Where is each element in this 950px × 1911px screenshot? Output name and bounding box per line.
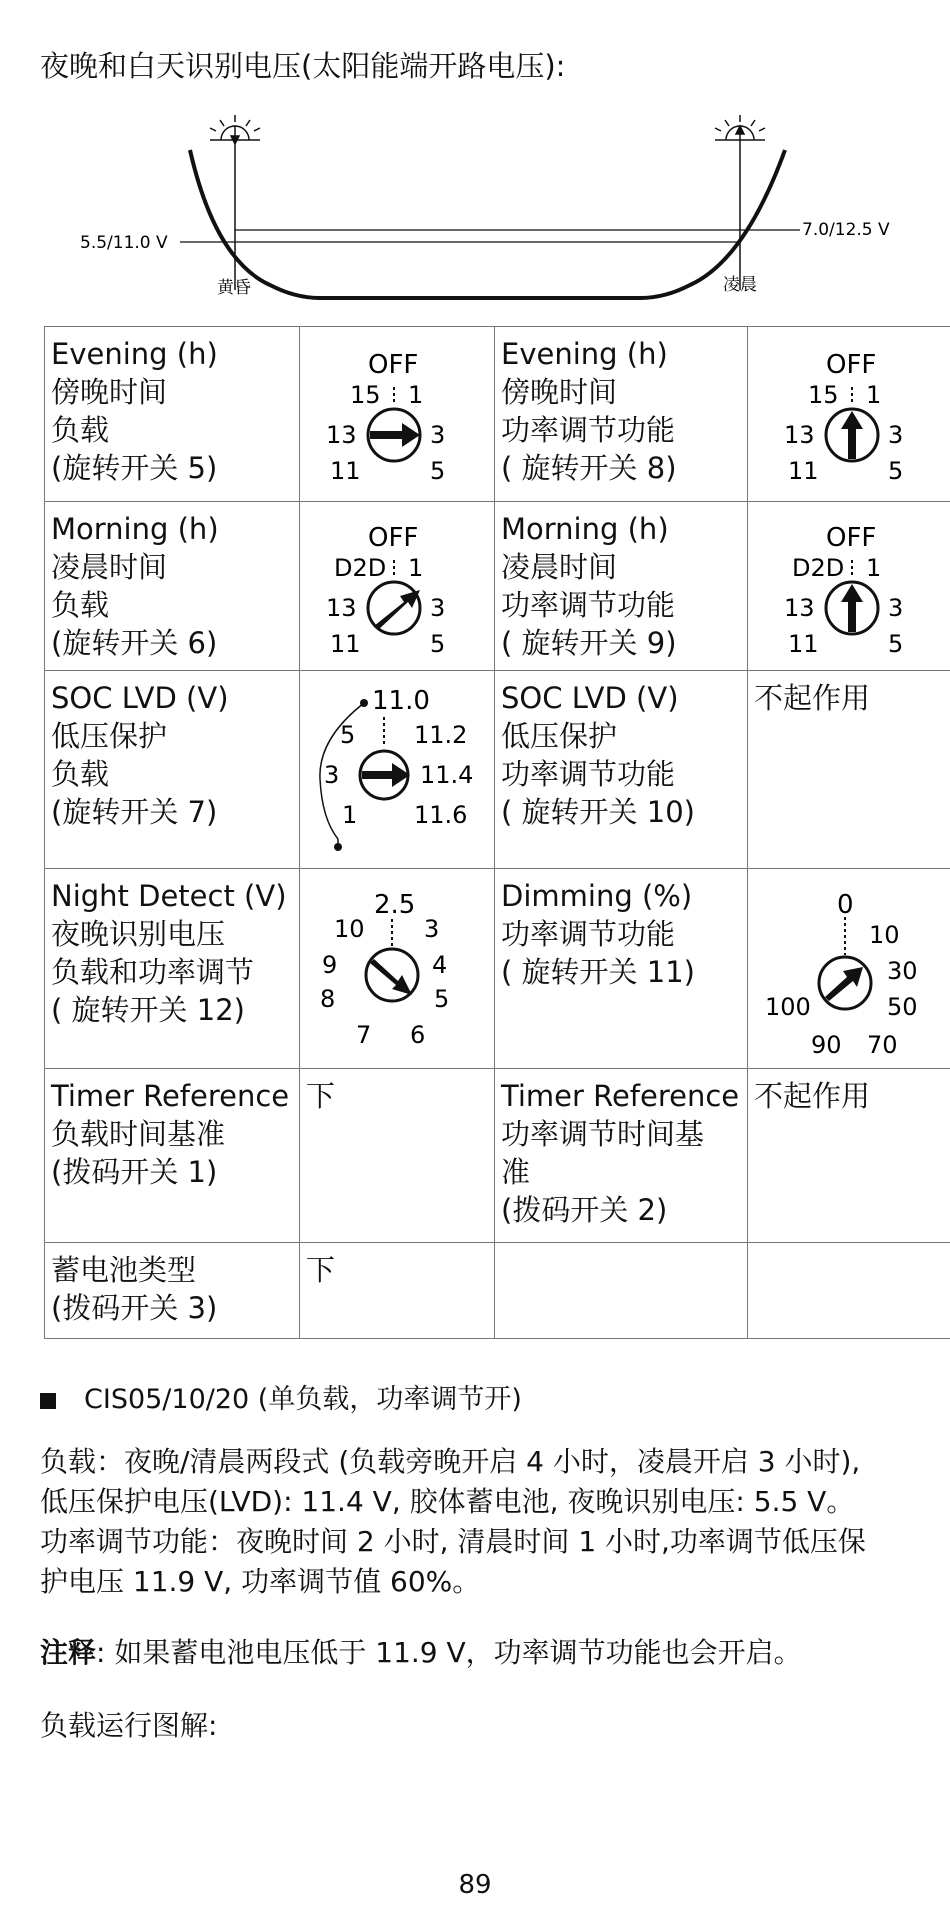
- cell-text: Evening (h): [51, 337, 218, 371]
- svg-text:1: 1: [408, 381, 424, 409]
- table-row: [45, 671, 950, 869]
- svg-text:11.4: 11.4: [420, 761, 474, 789]
- svg-text:11: 11: [788, 630, 819, 658]
- table-cell: [748, 671, 950, 869]
- cell-text: 凌晨时间: [501, 550, 618, 584]
- paragraph-line: 负载：夜晚/清晨两段式 (负载旁晚开启 4 小时，凌晨开启 3 小时),: [40, 1445, 861, 1478]
- svg-text:1: 1: [866, 381, 882, 409]
- table-cell: [495, 1069, 748, 1243]
- svg-text:3: 3: [430, 421, 446, 449]
- cell-text: 功率调节功能: [501, 757, 676, 791]
- rotary-switch-icon: [312, 679, 482, 859]
- svg-text:15: 15: [350, 381, 381, 409]
- svg-text:OFF: OFF: [368, 523, 419, 553]
- svg-text:3: 3: [888, 594, 904, 622]
- cell-text: SOC LVD (V): [501, 681, 679, 715]
- svg-text:OFF: OFF: [368, 350, 419, 380]
- paragraph-line: 功率调节功能：夜晚时间 2 小时, 清晨时间 1 小时,功率调节低压保: [40, 1525, 866, 1558]
- cell-text: (旋转开关 6): [51, 626, 218, 660]
- svg-text:5: 5: [340, 721, 356, 749]
- svg-text:5: 5: [888, 630, 904, 658]
- cell-text: Morning (h): [51, 512, 219, 546]
- cell-text: (旋转开关 5): [51, 451, 218, 485]
- table-cell: [495, 869, 748, 1069]
- cell-text: 负载时间基准: [51, 1117, 226, 1151]
- cell-text: (拨码开关 3): [51, 1291, 218, 1325]
- cell-text: Dimming (%): [501, 879, 693, 913]
- rotary-switch-icon: [312, 335, 482, 490]
- cell-text: Evening (h): [501, 337, 668, 371]
- note-paragraph: [40, 1633, 940, 1673]
- svg-text:D2D: D2D: [792, 554, 845, 582]
- bullet-square-icon: [40, 1393, 56, 1409]
- table-cell: [495, 1243, 748, 1339]
- cell-text: 不起作用: [754, 1079, 871, 1113]
- note-text: : 如果蓄电池电压低于 11.9 V，功率调节功能也会开启。: [96, 1636, 802, 1669]
- table-cell: [45, 1069, 300, 1243]
- table-cell: [300, 869, 495, 1069]
- svg-text:13: 13: [326, 594, 357, 622]
- dawn-label: 凌晨: [723, 275, 757, 295]
- rotary-switch-icon: [764, 335, 934, 490]
- svg-text:5: 5: [888, 457, 904, 485]
- rotary-switch-icon: [312, 877, 482, 1057]
- cell-text: 低压保护: [501, 719, 618, 753]
- svg-text:15: 15: [808, 381, 839, 409]
- cell-text: ( 旋转开关 11): [501, 955, 695, 989]
- cell-text: ( 旋转开关 8): [501, 451, 677, 485]
- table-row: [45, 327, 950, 502]
- table-row: [45, 1069, 950, 1243]
- cell-text: ( 旋转开关 9): [501, 626, 677, 660]
- cell-text: 下: [306, 1079, 336, 1113]
- table-cell: [748, 869, 950, 1069]
- svg-text:50: 50: [887, 993, 918, 1021]
- svg-text:100: 100: [765, 993, 811, 1021]
- svg-text:11: 11: [330, 457, 361, 485]
- table-cell: [300, 502, 495, 671]
- cell-text: Night Detect (V): [51, 879, 287, 913]
- svg-text:13: 13: [784, 421, 815, 449]
- svg-text:11.0: 11.0: [372, 686, 430, 716]
- cell-text: Timer Reference: [51, 1079, 290, 1113]
- table-cell: [45, 327, 300, 502]
- cell-text: 负载: [51, 757, 110, 791]
- right-voltage-label: 7.0/12.5 V: [802, 220, 890, 240]
- description-paragraph: [40, 1442, 940, 1602]
- cell-text: Morning (h): [501, 512, 669, 546]
- svg-text:6: 6: [410, 1021, 426, 1049]
- cell-text: (拨码开关 2): [501, 1193, 668, 1227]
- svg-text:3: 3: [888, 421, 904, 449]
- svg-text:90: 90: [811, 1031, 842, 1057]
- table-cell: [300, 327, 495, 502]
- page-heading: 夜晚和白天识别电压(太阳能端开路电压):: [40, 49, 566, 83]
- table-cell: [495, 502, 748, 671]
- bullet-text: CIS05/10/20 (单负载，功率调节开): [84, 1384, 522, 1415]
- cell-text: 傍晚时间: [51, 375, 168, 409]
- cell-text: 准: [501, 1155, 531, 1189]
- svg-text:11: 11: [330, 630, 361, 658]
- svg-text:10: 10: [334, 915, 365, 943]
- svg-text:1: 1: [408, 554, 424, 582]
- cell-text: SOC LVD (V): [51, 681, 229, 715]
- svg-text:4: 4: [432, 951, 448, 979]
- table-row: [45, 1243, 950, 1339]
- svg-text:3: 3: [424, 915, 440, 943]
- rotary-switch-icon: [312, 510, 482, 660]
- svg-text:13: 13: [784, 594, 815, 622]
- cell-text: 负载和功率调节: [51, 955, 255, 989]
- table-cell: [748, 1243, 950, 1339]
- table-cell: [45, 869, 300, 1069]
- table-cell: [45, 502, 300, 671]
- svg-text:7: 7: [356, 1021, 372, 1049]
- cell-text: 负载: [51, 588, 110, 622]
- cell-text: 凌晨时间: [51, 550, 168, 584]
- table-cell: [748, 502, 950, 671]
- bullet-item: [40, 1377, 522, 1416]
- cell-text: 夜晚识别电压: [51, 917, 226, 951]
- table-row: [45, 869, 950, 1069]
- left-voltage-label: 5.5/11.0 V: [80, 233, 168, 253]
- svg-text:10: 10: [869, 921, 900, 949]
- cell-text: 功率调节功能: [501, 917, 676, 951]
- cell-text: 功率调节时间基: [501, 1117, 705, 1151]
- svg-text:8: 8: [320, 985, 336, 1013]
- table-cell: [300, 671, 495, 869]
- svg-text:1: 1: [866, 554, 882, 582]
- svg-text:70: 70: [867, 1031, 898, 1057]
- table-row: [45, 502, 950, 671]
- svg-text:11: 11: [788, 457, 819, 485]
- table-cell: [300, 1243, 495, 1339]
- table-cell: [495, 671, 748, 869]
- svg-text:3: 3: [430, 594, 446, 622]
- table-cell: [45, 1243, 300, 1339]
- cell-text: (拨码开关 1): [51, 1155, 218, 1189]
- svg-text:3: 3: [324, 761, 340, 789]
- svg-text:11.6: 11.6: [414, 801, 468, 829]
- svg-text:0: 0: [837, 890, 854, 920]
- rotary-switch-icon: [764, 510, 934, 660]
- svg-text:5: 5: [430, 630, 446, 658]
- svg-text:9: 9: [322, 951, 338, 979]
- paragraph-line: 护电压 11.9 V, 功率调节值 60%。: [40, 1565, 481, 1598]
- table-cell: [748, 1069, 950, 1243]
- cell-text: ( 旋转开关 12): [51, 993, 245, 1027]
- svg-text:OFF: OFF: [826, 523, 877, 553]
- svg-text:5: 5: [434, 985, 450, 1013]
- dusk-label: 黄昏: [217, 278, 251, 298]
- cell-text: 不起作用: [754, 681, 871, 715]
- cell-text: (旋转开关 7): [51, 795, 218, 829]
- svg-text:11.2: 11.2: [414, 721, 468, 749]
- svg-text:13: 13: [326, 421, 357, 449]
- svg-text:30: 30: [887, 957, 918, 985]
- table-cell: [300, 1069, 495, 1243]
- page-number: 89: [458, 1870, 492, 1900]
- cell-text: 功率调节功能: [501, 413, 676, 447]
- note-label: 注释: [40, 1636, 97, 1669]
- voltage-curve-diagram: [0, 100, 950, 310]
- cell-text: 负载: [51, 413, 110, 447]
- rotary-switch-icon: [759, 877, 939, 1057]
- cell-text: 傍晚时间: [501, 375, 618, 409]
- settings-table: [44, 326, 950, 1339]
- svg-text:D2D: D2D: [334, 554, 387, 582]
- table-cell: [495, 327, 748, 502]
- svg-text:5: 5: [430, 457, 446, 485]
- cell-text: 下: [306, 1253, 336, 1287]
- table-cell: [748, 327, 950, 502]
- svg-text:1: 1: [342, 801, 358, 829]
- load-diagram-caption: 负载运行图解:: [40, 1709, 218, 1742]
- cell-text: ( 旋转开关 10): [501, 795, 695, 829]
- cell-text: 蓄电池类型: [51, 1253, 197, 1287]
- cell-text: 低压保护: [51, 719, 168, 753]
- cell-text: 功率调节功能: [501, 588, 676, 622]
- cell-text: Timer Reference: [501, 1079, 740, 1113]
- svg-text:2.5: 2.5: [374, 890, 416, 920]
- svg-text:OFF: OFF: [826, 350, 877, 380]
- table-cell: [45, 671, 300, 869]
- paragraph-line: 低压保护电压(LVD): 11.4 V, 胶体蓄电池, 夜晚识别电压: 5.5 V。: [40, 1485, 855, 1518]
